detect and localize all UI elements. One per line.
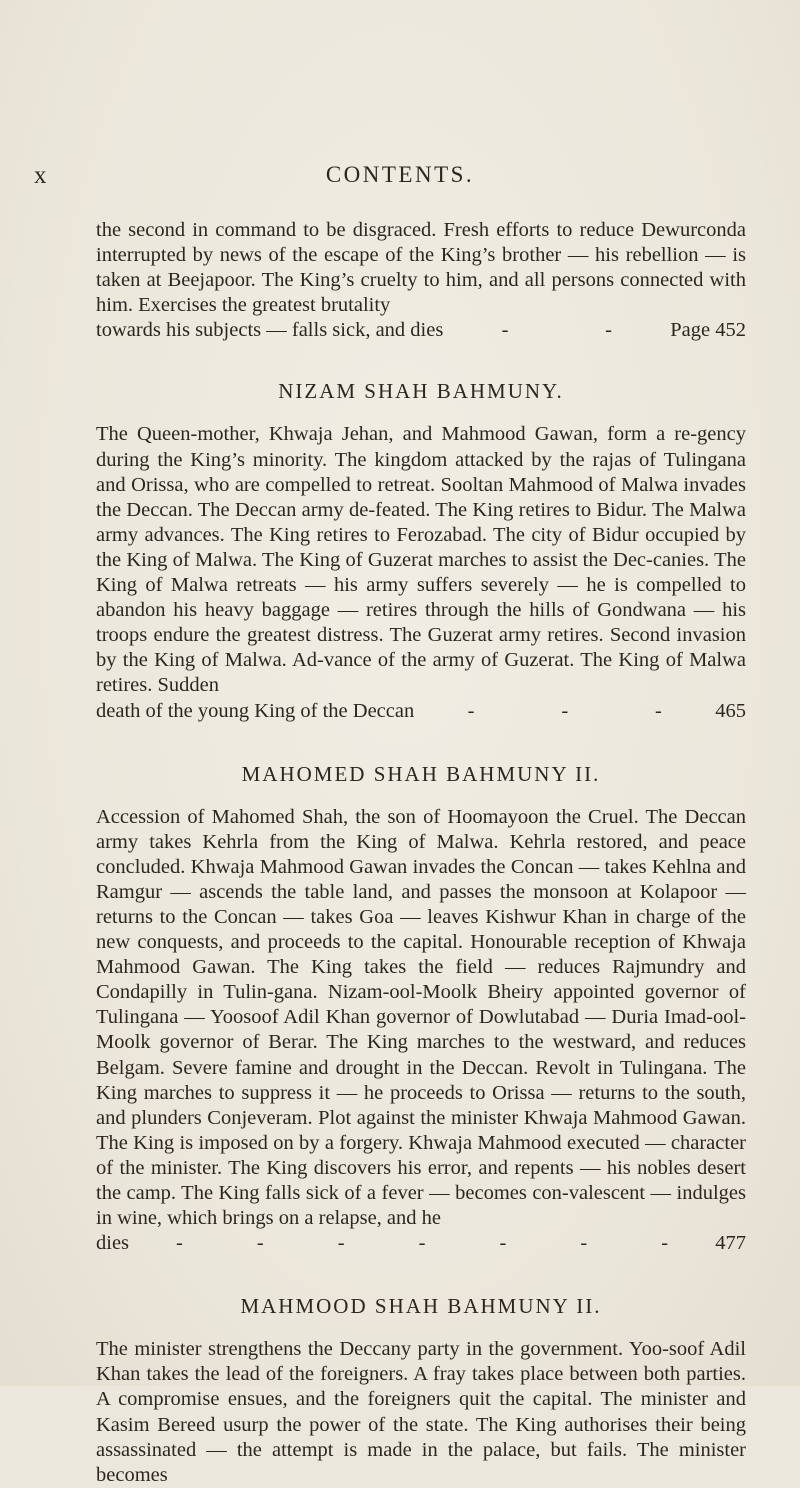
leader-dashes: - - - - - - -	[176, 1232, 669, 1255]
section-title: MAHOMED SHAH BAHMUNY II.	[241, 761, 601, 786]
entry-mahomed-shah-ii	[96, 762, 746, 1257]
entry-summary: Accession of Mahomed Shah, the son of Hoomayoon the Cruel. The Deccan army takes Kehrla from the King of Malwa. Kehrla restored, and peace concluded. Khwaja Mahmood Gawan invades the Concan — takes Kehlna and Ramgur — ascends the table land, and passes the monsoon at Kolapoor — returns to the Concan — takes Goa — leaves Kishwur Khan in charge of the new conquests, and proceeds to the capital. Honourable reception of Khwaja Mahmood Gawan. The King takes the field — reduces Rajmundry and Condapilly in Tulin-gana. Nizam-ool-Moolk Bheiry appointed governor of Tulingana — Yoosoof Adil Khan governor of Dowlutabad — Duria Imad-ool-Moolk governor of Berar. The King marches to the westward, and reduces Belgam. Severe famine and drought in the Deccan. Revolt in Tulingana. The King marches to suppress it — he proceeds to Orissa — returns to the south, and plunders Conjeveram. Plot against the minister Khwaja Mahmood Gawan. The King is imposed on by a forgery. Khwaja Mahmood executed — character of the minister. The King discovers his error, and repents — his nobles desert the camp. The King falls sick of a fever — becomes con-valescent — indulges in wine, which brings on a relapse, and he	[96, 805, 746, 1230]
entry-tail: death of the young King of the Deccan	[96, 699, 415, 722]
running-head-title: CONTENTS.	[325, 162, 475, 187]
entry-continued	[96, 218, 746, 343]
entry-end-line	[96, 1231, 746, 1256]
entry-summary: The Queen-mother, Khwaja Jehan, and Mahmood Gawan, form a re-gency during the King’s minority. The kingdom attacked by the rajas of Tulingana and Orissa, who are compelled to retreat. Sooltan Mahmood of Malwa invades the Deccan. The Deccan army de-feated. The King retires to Bidur. The Malwa army advances. The King retires to Ferozabad. The city of Bidur occupied by the King of Malwa. The King of Guzerat marches to assist the Dec-canies. The King of Malwa retreats — his army suffers severely — he is compelled to abandon his heavy baggage — retires through the hills of Gondwana — his troops endure the greatest distress. The Guzerat army retires. Second invasion by the King of Malwa. Ad-vance of the army of Guzerat. The King of Malwa retires. Sudden	[96, 423, 746, 697]
page-reference: 465	[715, 699, 746, 722]
leader-dashes: - - -	[467, 699, 662, 722]
entry-summary: The minister strengthens the Deccany party in the government. Yoo-soof Adil Khan takes the lead of the foreigners. A fray takes place between both parties. A compromise ensues, and the foreigners quit the capital. The minister and Kasim Bereed usurp the power of the state. The King authorises their being assassinated — the attempt is made in the palace, but fails. The minister becomes	[96, 1338, 746, 1486]
leader-dashes: - -	[501, 319, 612, 342]
folio-number: x	[34, 162, 48, 189]
entry-summary: the second in command to be disgraced. Fresh efforts to reduce Dewurconda interrupted by news of the escape of the King’s brother — his rebellion — is taken at Beejapoor. The King’s cruelty to him, and all persons connected with him. Exercises the greatest brutality	[96, 219, 746, 317]
running-head	[0, 162, 800, 202]
entry-end-line	[96, 699, 746, 724]
page-reference: Page 452	[670, 319, 746, 342]
entry-mahmood-shah-ii	[96, 1294, 746, 1488]
contents-body	[96, 218, 746, 1488]
section-title: MAHMOOD SHAH BAHMUNY II.	[240, 1294, 602, 1319]
entry-end-line	[96, 318, 746, 343]
entry-tail: dies	[96, 1232, 130, 1255]
section-title: NIZAM SHAH BAHMUNY.	[278, 379, 564, 404]
entry-nizam-shah	[96, 379, 746, 723]
entry-tail: towards his subjects — falls sick, and dies	[96, 319, 444, 342]
page-reference: 477	[715, 1232, 746, 1255]
